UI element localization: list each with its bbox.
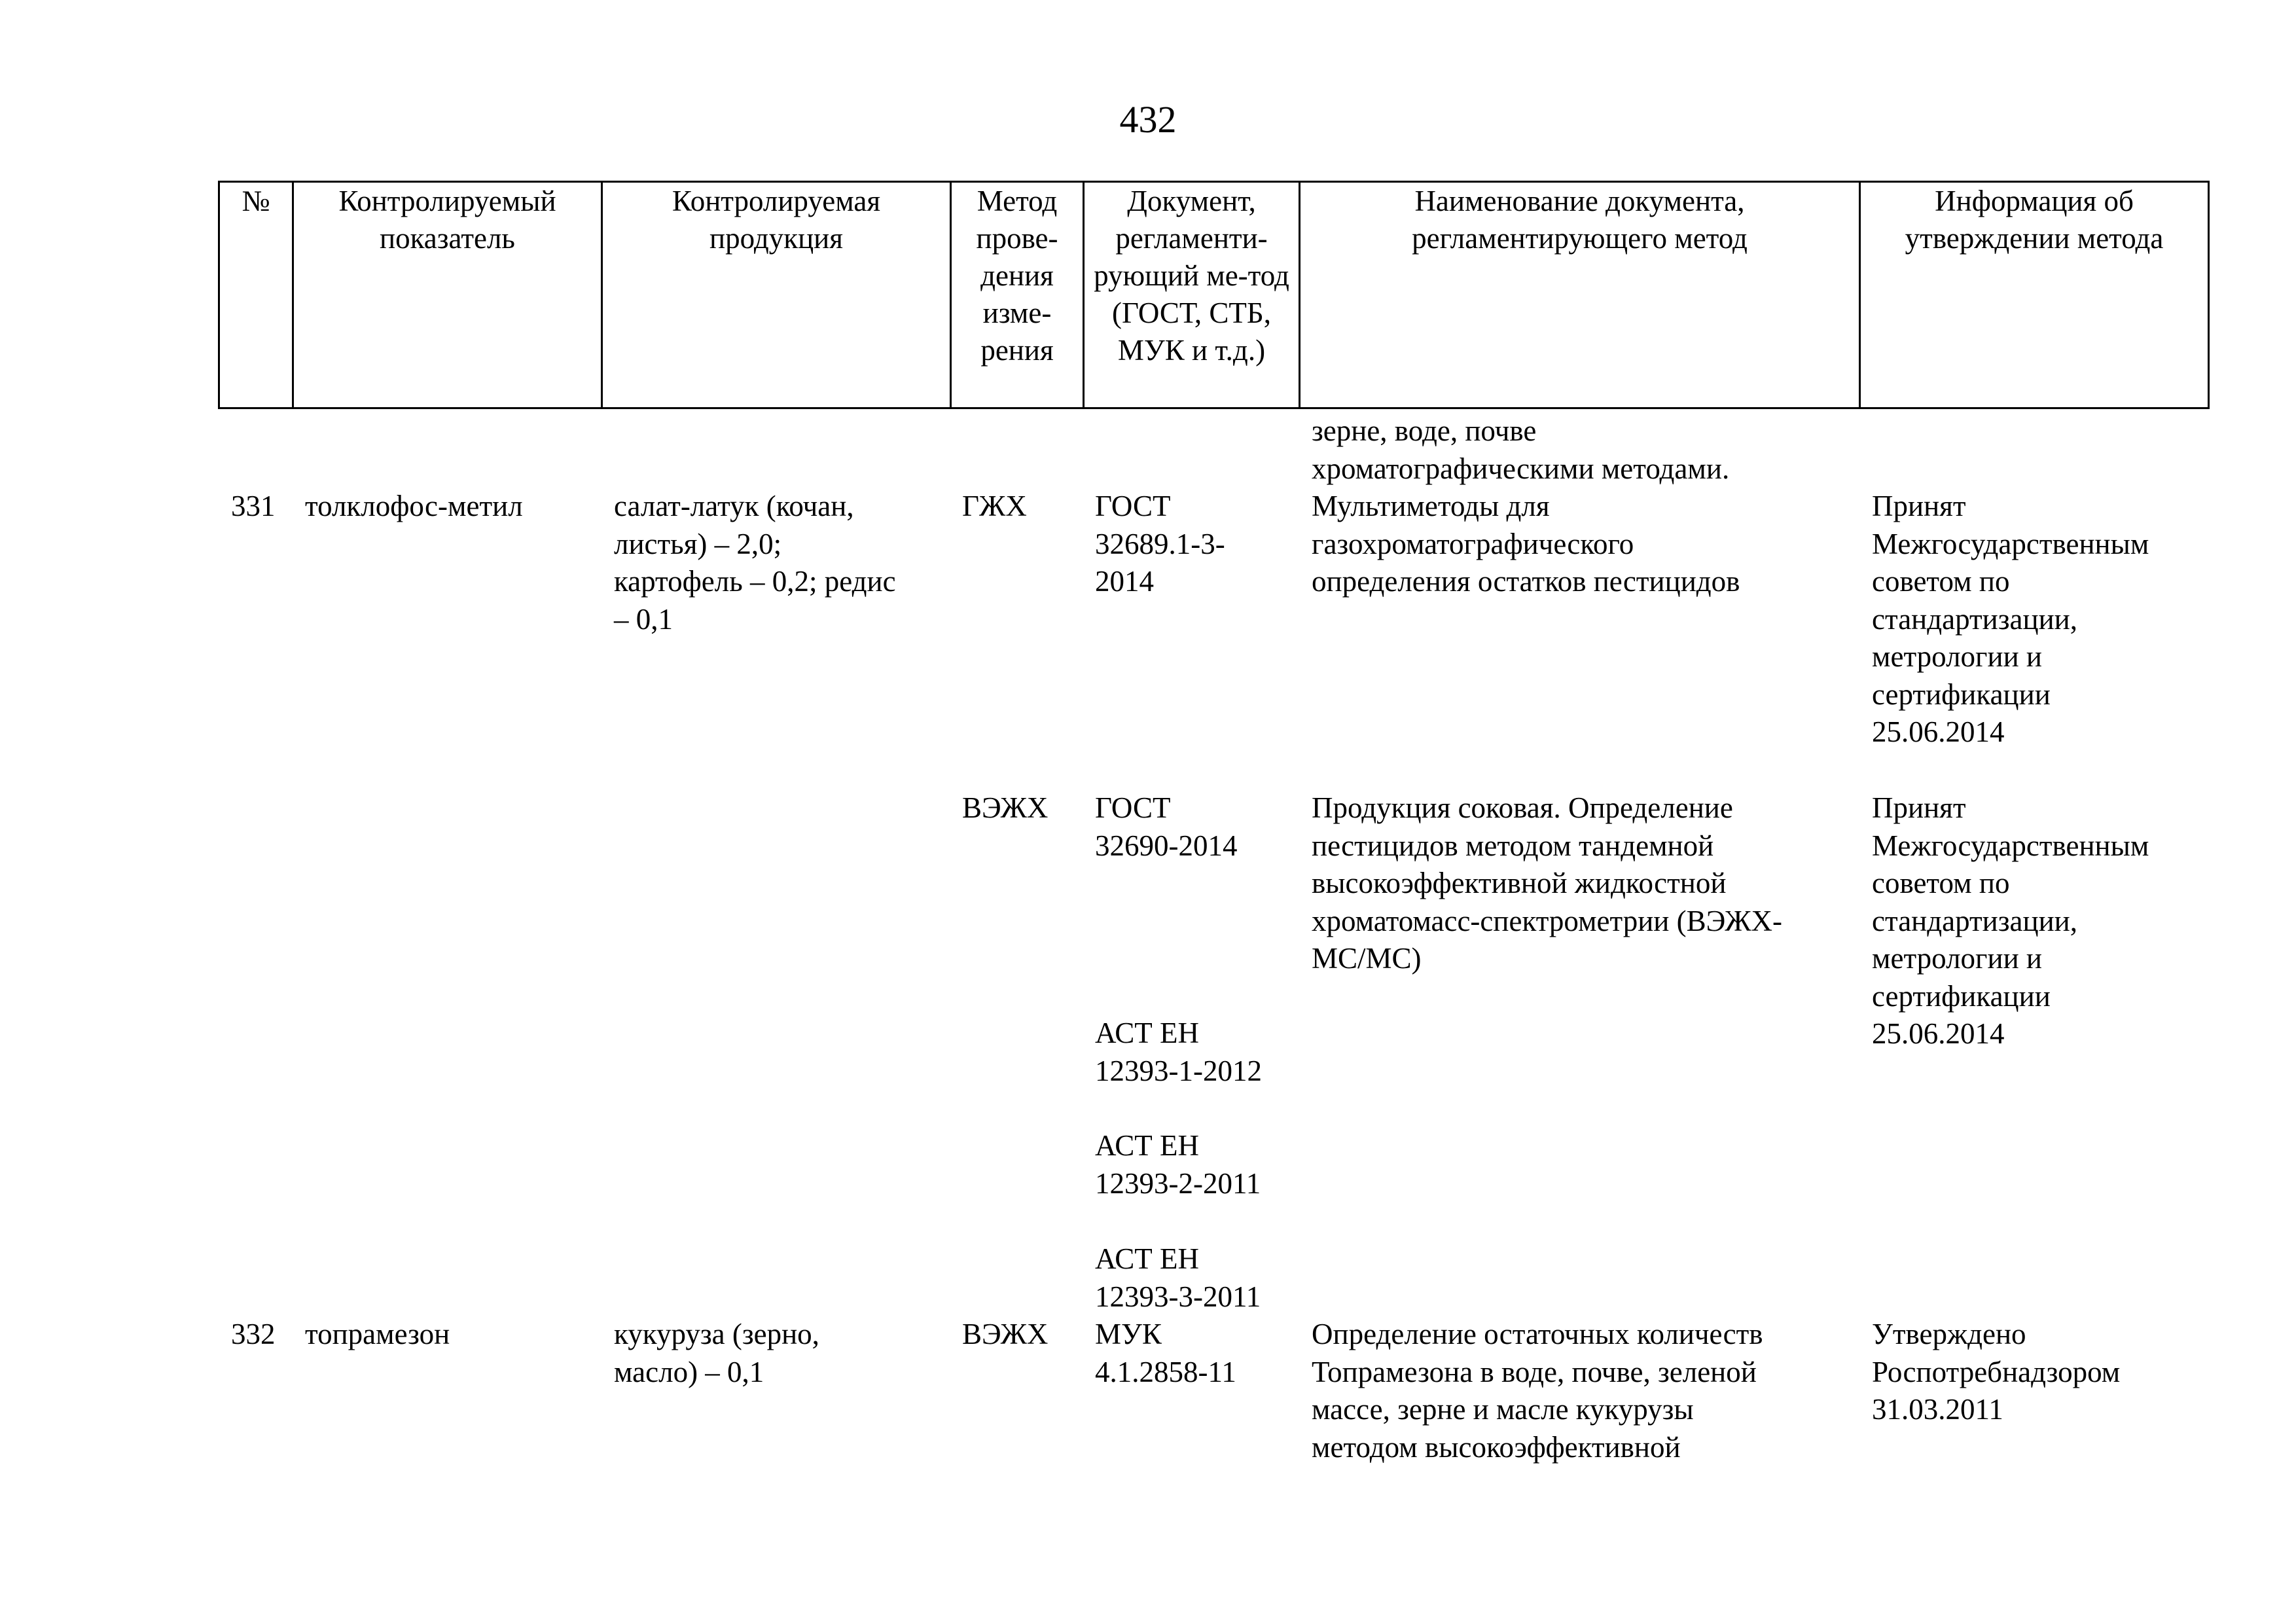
row-document-name: Определение остаточных количеств Топрамезона в воде, почве, зеленой массе, зерне и масле кукурузы методом высокоэффективной bbox=[1312, 1318, 1763, 1464]
row-document: МУК 4.1.2858-11 bbox=[1095, 1318, 1236, 1388]
header-document-name: Наименование документа, регламентирующего метод bbox=[1300, 182, 1860, 408]
row-extra-document: АСТ ЕН 12393-3-2011 bbox=[1095, 1242, 1261, 1313]
header-indicator: Контролируемый показатель bbox=[293, 182, 602, 408]
row-extra-document: АСТ ЕН 12393-2-2011 bbox=[1095, 1129, 1261, 1200]
row-number: 332 bbox=[231, 1318, 276, 1350]
row-method: ВЭЖХ bbox=[962, 791, 1049, 824]
row-product: кукуруза (зерно, масло) – 0,1 bbox=[614, 1318, 819, 1388]
page-number: 432 bbox=[1119, 98, 1177, 141]
continued-document-name: зерне, воде, почве хроматографическими методами. bbox=[1312, 414, 1730, 485]
header-method: Метод прове-дения изме-рения bbox=[951, 182, 1084, 408]
row-document: ГОСТ 32690-2014 bbox=[1095, 791, 1238, 862]
row-document-name: Мультиметоды для газохроматографического определения остатков пестицидов bbox=[1312, 490, 1740, 598]
header-document: Документ, регламенти-рующий ме-тод (ГОСТ, СТБ, МУК и т.д.) bbox=[1084, 182, 1300, 408]
row-indicator: топрамезон bbox=[305, 1318, 450, 1350]
header-approval: Информация об утверждении метода bbox=[1860, 182, 2209, 408]
row-indicator: толклофос-метил bbox=[305, 490, 523, 522]
header-number: № bbox=[219, 182, 293, 408]
table-header bbox=[218, 181, 2210, 409]
row-document-name: Продукция соковая. Определение пестицидов методом тандемной высокоэффективной жидкостной хроматомасс-спектрометрии (ВЭЖХ- МС/МС) bbox=[1312, 791, 1783, 975]
row-extra-document: АСТ ЕН 12393-1-2012 bbox=[1095, 1017, 1262, 1087]
row-product: салат-латук (кочан, листья) – 2,0; картофель – 0,2; редис – 0,1 bbox=[614, 490, 896, 636]
row-approval: Утверждено Роспотребнадзором 31.03.2011 bbox=[1872, 1318, 2121, 1426]
row-approval: Принят Межгосударственным советом по стандартизации, метрологии и сертификации 25.06.2014 bbox=[1872, 791, 2149, 1050]
row-document: ГОСТ 32689.1-3- 2014 bbox=[1095, 490, 1225, 598]
row-approval: Принят Межгосударственным советом по стандартизации, метрологии и сертификации 25.06.2014 bbox=[1872, 490, 2149, 748]
row-method: ВЭЖХ bbox=[962, 1318, 1049, 1350]
row-method: ГЖХ bbox=[962, 490, 1027, 522]
header-product: Контролируемая продукция bbox=[602, 182, 951, 408]
row-number: 331 bbox=[231, 490, 276, 522]
